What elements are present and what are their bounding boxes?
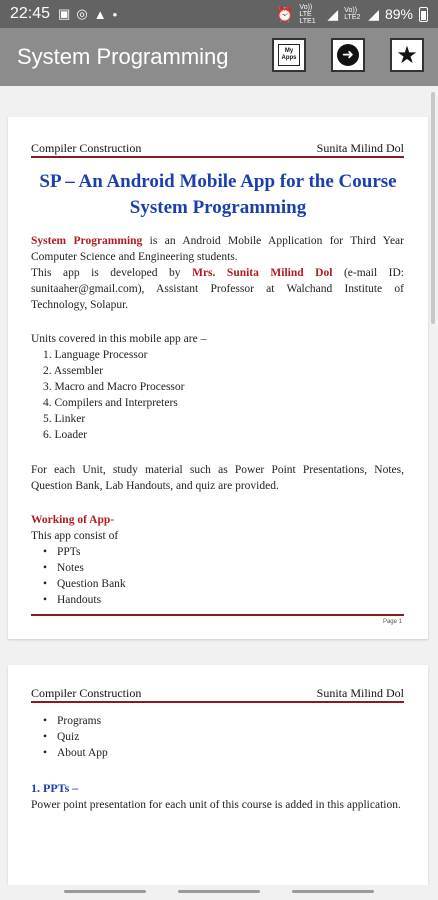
header-author: Sunita Milind Dol	[316, 686, 404, 700]
home-button[interactable]	[178, 890, 260, 893]
page-number: Page 1	[382, 619, 402, 625]
feature-list	[31, 544, 404, 608]
document-page-2	[8, 665, 428, 885]
scrollbar[interactable]	[431, 92, 435, 324]
document-title	[8, 169, 428, 221]
list-item: 4. Compilers and Interpreters	[43, 397, 178, 409]
status-bar	[0, 0, 438, 28]
document-page-1	[8, 117, 428, 639]
share-button[interactable]	[331, 38, 365, 72]
units-intro: Units covered in this mobile app are –	[31, 333, 207, 345]
back-button[interactable]	[292, 890, 374, 893]
app-bar	[0, 28, 438, 86]
ppts-heading: 1. PPTs –	[31, 781, 79, 795]
image-icon: ▣	[58, 6, 71, 21]
consist-text: This app consist of	[31, 530, 119, 542]
battery-icon	[419, 7, 428, 22]
notification-icons	[58, 6, 117, 22]
battery-percent: 89%	[384, 6, 413, 22]
list-item: 1. Language Processor	[43, 349, 148, 361]
alarm-icon: ⏰	[275, 5, 294, 22]
study-material-paragraph: For each Unit, study material such as Power Point Presentations, Notes, Question Bank, Lab Handouts, and quiz are provided.	[31, 464, 404, 492]
network-1-label: Vo)) LTE LTE1	[299, 3, 316, 25]
dot-icon: •	[112, 6, 118, 22]
app-title: System Programming	[17, 44, 229, 69]
list-item: • Handouts	[31, 592, 404, 608]
intro-text-3: (e-mail ID: sunitaaher@gmail.com), Assistant Professor at Walchand Institute of Technology, Solapur.	[31, 267, 404, 311]
title-line-1: SP – An Android Mobile App for the Course	[39, 171, 397, 192]
list-item: 3. Macro and Macro Processor	[43, 381, 185, 393]
status-time: 22:45	[10, 5, 51, 22]
list-item: • Programs	[31, 713, 404, 729]
my-apps-button[interactable]	[272, 38, 306, 72]
rate-button[interactable]	[390, 38, 424, 72]
footer-rule	[31, 614, 404, 616]
share-icon: ➜	[337, 44, 359, 66]
whatsapp-icon: ◎	[76, 6, 88, 21]
intro-text-1: is an Android Mobile Application for Third Year Computer Science and Engineering students.	[31, 235, 404, 263]
header-rule	[31, 156, 404, 158]
intro-text-2: This app is developed by	[31, 267, 193, 279]
system-icons	[276, 4, 428, 25]
author-highlight: Mrs. Sunita Milind Dol	[192, 267, 333, 279]
list-item: • Question Bank	[31, 576, 404, 592]
list-item: • Notes	[31, 560, 404, 576]
header-course: Compiler Construction	[31, 141, 142, 155]
list-item: • About App	[31, 745, 404, 761]
list-item: 5. Linker	[43, 413, 86, 425]
title-line-2: System Programming	[129, 197, 307, 218]
page-header	[31, 686, 404, 701]
working-section	[31, 512, 404, 544]
signal-1-icon: ◢	[327, 5, 339, 22]
list-item: 6. Loader	[43, 429, 88, 441]
alert-icon: ▲	[93, 6, 107, 22]
list-item: • Quiz	[31, 729, 404, 745]
units-list	[31, 347, 404, 443]
network-2-label: Vo)) LTE2	[344, 7, 361, 21]
list-item: • PPTs	[31, 544, 404, 560]
header-rule	[31, 701, 404, 703]
feature-list-continued	[31, 713, 404, 761]
star-icon: ★	[396, 41, 418, 69]
app-name-highlight: System Programming	[31, 235, 143, 247]
list-item: 2. Assembler	[43, 365, 104, 377]
ppts-paragraph: Power point presentation for each unit of this course is added in this application.	[31, 799, 401, 811]
header-course: Compiler Construction	[31, 686, 142, 700]
navigation-bar	[0, 885, 438, 900]
intro-paragraph	[31, 233, 404, 313]
signal-2-icon: ◢	[368, 5, 379, 22]
page-header	[31, 141, 404, 156]
header-author: Sunita Milind Dol	[316, 141, 404, 155]
working-heading: Working of App-	[31, 514, 115, 526]
recents-button[interactable]	[64, 890, 146, 893]
my-apps-icon: My Apps	[278, 44, 300, 66]
